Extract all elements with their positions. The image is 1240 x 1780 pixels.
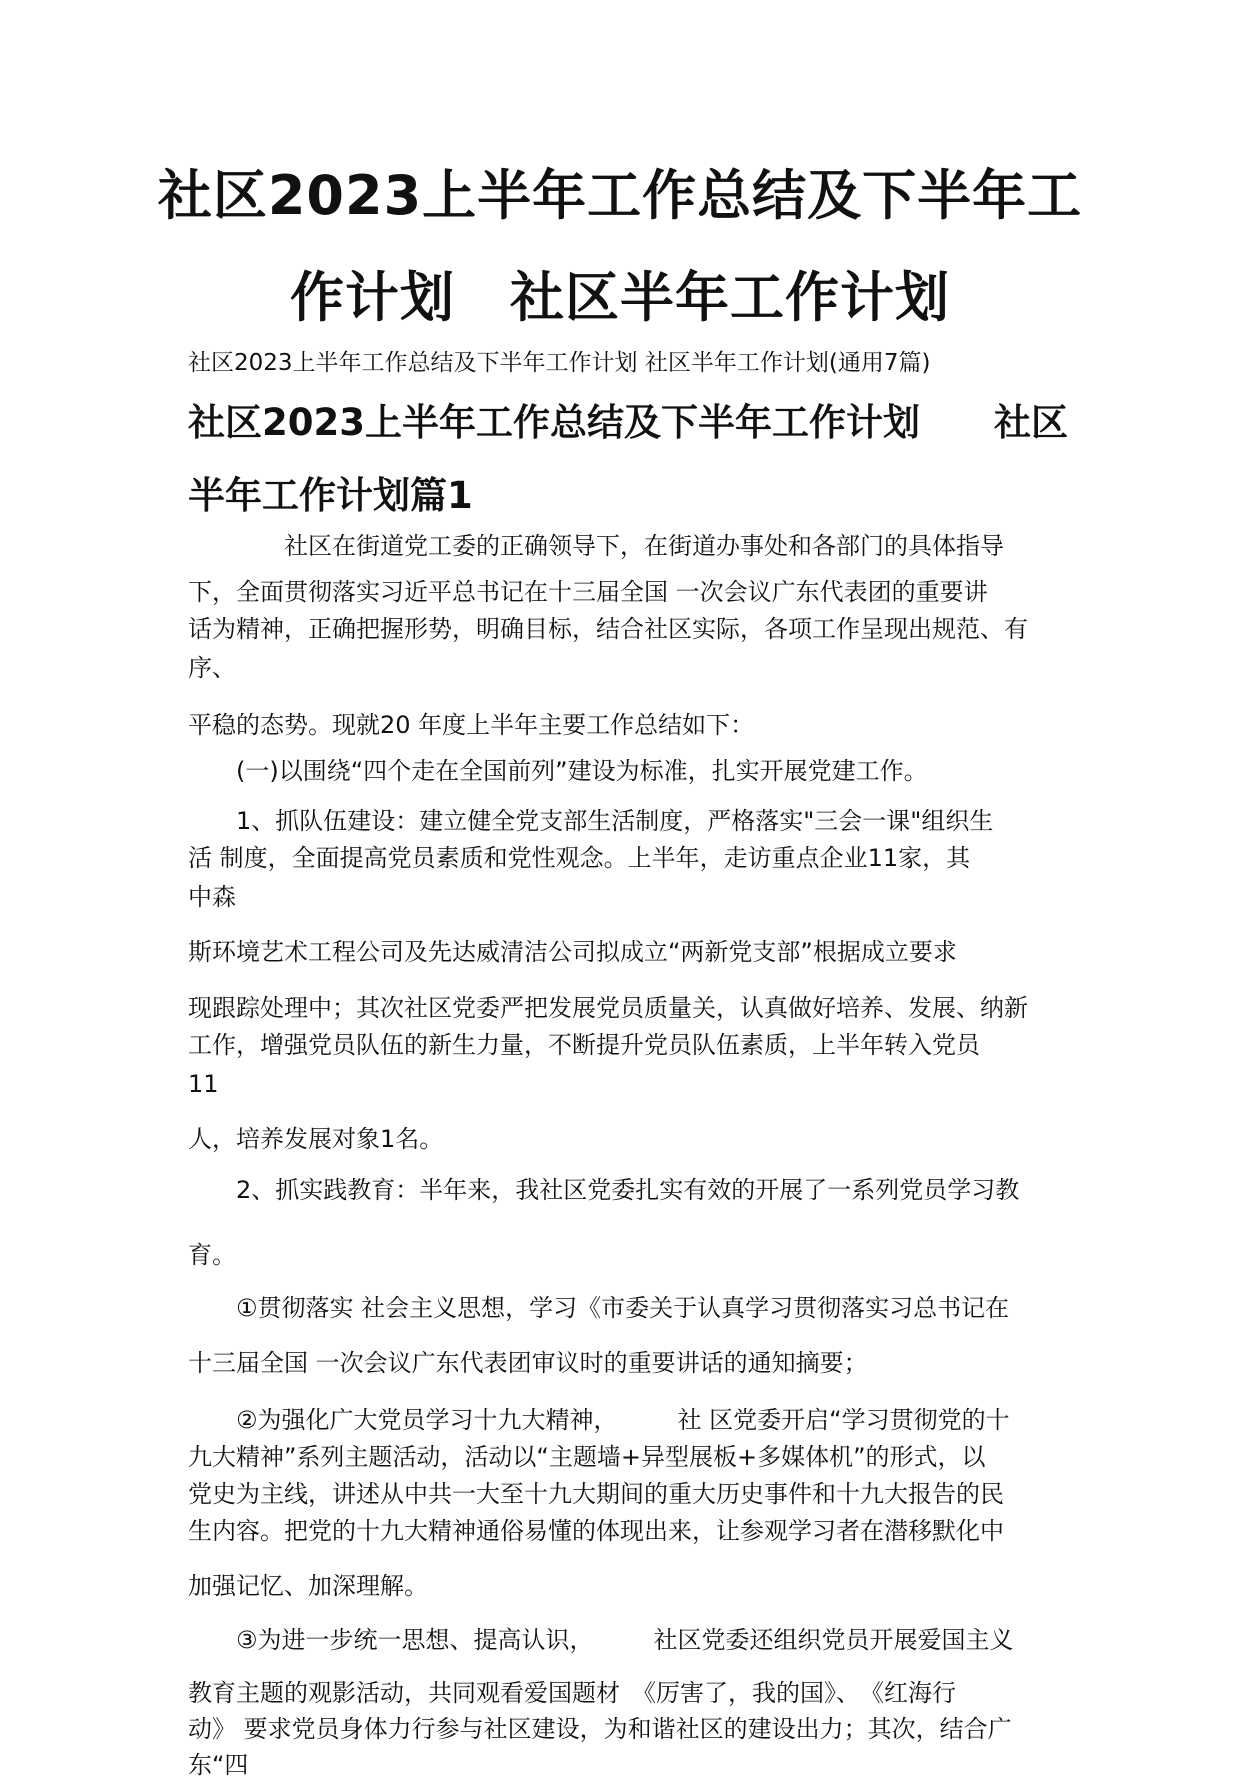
body-line: 下，全面贯彻落实习近平总书记在十三届全国 一次会议广东代表团的重要讲 <box>188 578 988 606</box>
body-line: 现跟踪处理中；其次社区党委严把发展党员质量关，认真做好培养、发展、纳新 <box>188 994 1028 1022</box>
body-line: 序、 <box>188 654 236 682</box>
body-line: 1、抓队伍建设：建立健全党支部生活制度，严格落实"三会一课"组织生 <box>188 807 994 835</box>
body-line: 加强记忆、加深理解。 <box>188 1572 428 1600</box>
body-line: 东“四 <box>188 1751 249 1779</box>
body-line: 平稳的态势。现就20 年度上半年主要工作总结如下： <box>188 711 755 739</box>
section-heading-line-1 <box>188 400 1068 446</box>
section-heading-line-2: 半年工作计划篇1 <box>188 474 473 517</box>
body-line: 工作，增强党员队伍的新生力量，不断提升党员队伍素质，上半年转入党员 <box>188 1031 980 1059</box>
body-line: 育。 <box>188 1241 236 1269</box>
body-line: 动》 要求党员身体力行参与社区建设，为和谐社区的建设出力；其次，结合广 <box>188 1715 1012 1743</box>
body-line: 十三届全国 一次会议广东代表团审议时的重要讲话的通知摘要； <box>188 1349 868 1377</box>
document-title-line-1: 社区2023上半年工作总结及下半年工 <box>157 164 1083 227</box>
body-line: 2、抓实践教育：半年来，我社区党委扎实有效的开展了一系列党员学习教 <box>188 1176 1020 1204</box>
section-heading-text: 社区2023上半年工作总结及下半年工作计划 <box>188 401 920 444</box>
body-line: 话为精神，正确把握形势，明确目标，结合社区实际，各项工作呈现出规范、有 <box>188 615 1028 643</box>
document-title-line-2: 作计划 社区半年工作计划 <box>290 266 950 329</box>
document-subtitle: 社区2023上半年工作总结及下半年工作计划 社区半年工作计划(通用7篇) <box>188 350 931 376</box>
body-line: 党史为主线，讲述从中共一大至十九大期间的重大历史事件和十九大报告的民 <box>188 1480 1004 1508</box>
body-line: 人，培养发展对象1名。 <box>188 1125 444 1153</box>
section-heading-tail: 社区 <box>994 401 1068 444</box>
body-line: 活 制度，全面提高党员素质和党性观念。上半年，走访重点企业11家，其 <box>188 844 971 872</box>
body-line: ②为强化广大党员学习十九大精神， 社 区党委开启“学习贯彻党的十 <box>188 1406 1010 1434</box>
body-line: 11 <box>188 1070 219 1098</box>
body-line: 教育主题的观影活动，共同观看爱国题材 《厉害了，我的国》、 《红海行 <box>188 1679 956 1707</box>
body-line: 生内容。把党的十九大精神通俗易懂的体现出来，让参观学习者在潜移默化中 <box>188 1517 1004 1545</box>
body-line: (一)以围绕“四个走在全国前列”建设为标准，扎实开展党建工作。 <box>188 757 928 785</box>
body-line: ①贯彻落实 社会主义思想，学习《市委关于认真学习贯彻落实习总书记在 <box>188 1294 1010 1322</box>
body-line: ③为进一步统一思想、提高认识， 社区党委还组织党员开展爱国主义 <box>188 1626 1014 1654</box>
body-line: 社区在街道党工委的正确领导下，在街道办事处和各部门的具体指导 <box>188 532 1004 560</box>
body-line: 斯环境艺术工程公司及先达威清洁公司拟成立“两新党支部”根据成立要求 <box>188 938 957 966</box>
body-line: 九大精神”系列主题活动，活动以“主题墙+异型展板+多媒体机”的形式，以 <box>188 1443 986 1471</box>
body-line: 中森 <box>188 883 236 911</box>
